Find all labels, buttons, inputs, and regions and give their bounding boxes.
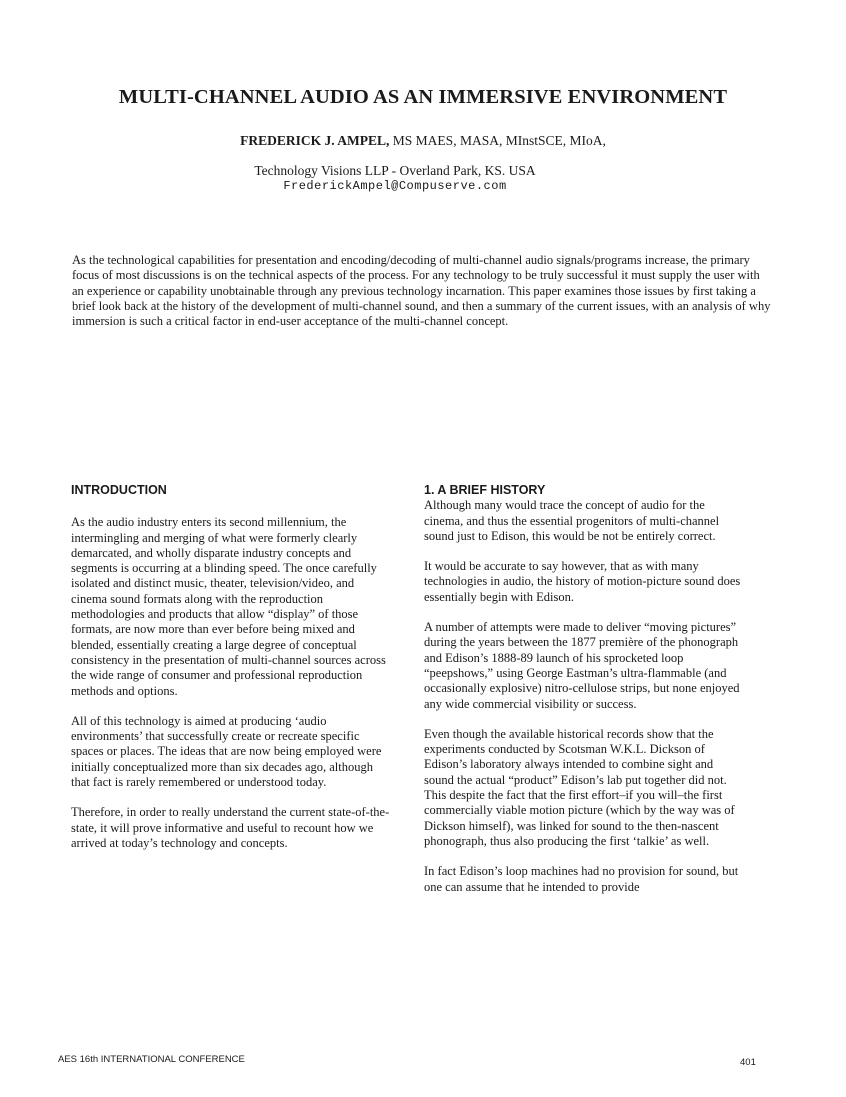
footer-conference: AES 16th INTERNATIONAL CONFERENCE [58,1054,245,1065]
history-paragraph: In fact Edison’s loop machines had no provision for sound, but one can assume that he intended to provide [424,864,739,894]
right-column [424,483,746,910]
author-credentials: MS MAES, MASA, MInstSCE, MIoA, [389,133,606,148]
page-number: 401 [740,1057,756,1068]
intro-paragraph: Therefore, in order to really understand the current state-of-the-state, it will prove informative and useful to recount how we arrived at today’s technology and concepts. [71,805,390,850]
abstract: As the technological capabilities for presentation and encoding/decoding of multi-channel audio signals/programs increase, the primary focus of most discussions is on the technical aspects of the process. For any technology to be truly successful it must supply the user with an experience or capability unobtainable through any previous technology incarnation. This paper examines those issues by first taking a brief look back at the history of the development of multi-channel sound, and then a summary of the current issues, with an analysis of why immersion is such a critical factor in end-user acceptance of the multi-channel concept. [72,253,771,329]
history-heading: 1. A BRIEF HISTORY [424,483,546,497]
author-line [0,133,846,149]
history-paragraph: Although many would trace the concept of audio for the cinema, and thus the essential progenitors of multi-channel sound just to Edison, this would be not be entirely correct. [424,498,720,543]
affiliation: Technology Visions LLP - Overland Park, KS. USA [254,163,536,178]
paper-title: MULTI-CHANNEL AUDIO AS AN IMMERSIVE ENVIRONMENT [118,86,728,108]
history-paragraph: A number of attempts were made to deliver “moving pictures” during the years between the 1877 première of the phonograph and Edison’s 1888-89 launch of his sprocketed loop “peepshows,” using George Eastman’s ultra-flammable (and occasionally explosive) nitro-cellulose strips, but none enjoyed any wide commercial visibility or success. [424,620,740,711]
author-name: FREDERICK J. AMPEL, [240,133,390,148]
left-column [71,483,393,866]
history-paragraph: Even though the available historical records show that the experiments conducted by Scotsman W.K.L. Dickson of Edison’s laboratory always intended to combine sight and sound the actual “product” Edison’s lab put together did not. This despite the fact that the first effort–if you will–the first commercially viable motion picture (which by the way was of Dickson himself), was linked for sound to the then-nascent phonograph, thus also producing the first ‘talkie’ as well. [424,726,735,848]
history-paragraph: It would be accurate to say however, that as with many technologies in audio, the history of motion-picture sound does essentially begin with Edison. [424,559,741,604]
author-email: FrederickAmpel@Compuserve.com [283,179,507,193]
introduction-heading: INTRODUCTION [71,483,167,497]
intro-paragraph: All of this technology is aimed at producing ‘audio environments’ that successfully create or recreate specific spaces or places. The ideas that are now being employed were initially conceptualized more than six decades ago, although that fact is rarely remembered or understood today. [71,713,382,790]
intro-paragraph: As the audio industry enters its second millennium, the intermingling and merging of what were formerly clearly demarcated, and wholly disparate industry concepts and segments is occurring at a blinding speed. The once carefully isolated and distinct music, theater, television/video, and cinema sound formats along with the reproduction methodologies and products that allow “display” of those formats, are now more than ever before being mixed and blended, essentially creating a large degree of conceptual consistency in the presentation of multi-channel sources across the wide range of consumer and professional reproduction methods and options. [71,515,386,698]
